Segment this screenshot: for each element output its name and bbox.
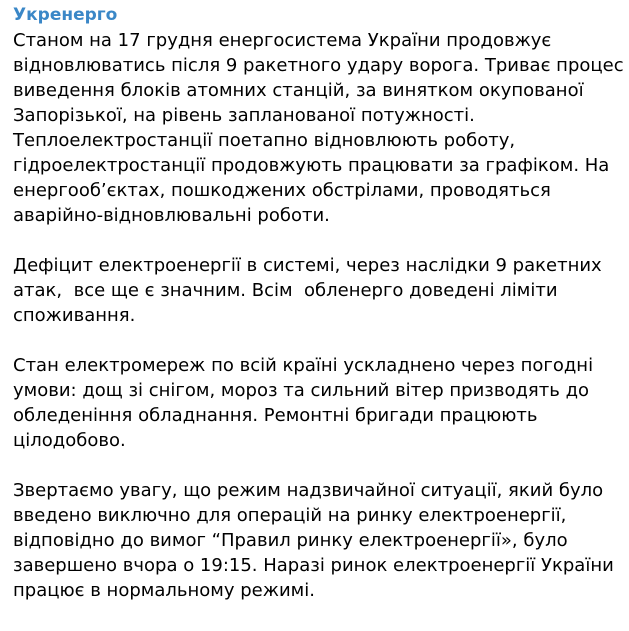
channel-message [13,4,625,603]
message-text-line: умови: дощ зі снігом, мороз та сильний вітер призводять до [13,380,590,401]
message-text-line: атак, все ще є значним. Всім обленерго доведені ліміти [13,280,558,301]
message-text-line: Запорізької, на рівень запланованої потужності. [13,105,475,126]
message-text-line: Теплоелектростанції поетапно відновлюють роботу, [13,130,516,151]
channel-name-link[interactable]: Укренерго [13,5,118,25]
message-paragraph-status [13,28,625,228]
message-text-line: обледеніння обладнання. Ремонтні бригади працюють [13,405,538,426]
paragraph-spacer [13,228,625,253]
paragraph-spacer [13,453,625,478]
message-text-line: відповідно до вимог “Правил ринку електроенергії», було [13,530,568,551]
paragraph-spacer [13,328,625,353]
message-text-line: виведення блоків атомних станцій, за винятком окупованої [13,80,584,101]
message-paragraph-deficit [13,253,625,328]
message-paragraph-market [13,478,625,603]
message-paragraph-grid [13,353,625,453]
message-text-line: Станом на 17 грудня енергосистема України продовжує [13,30,552,51]
message-text-line: Стан електромереж по всій країні ускладнено через погодні [13,355,594,376]
message-text-line: споживання. [13,305,136,326]
message-text-line: відновлюватись після 9 ракетного удару ворога. Триває процес [13,55,624,76]
message-text-line: енергооб’єктах, пошкоджених обстрілами, проводяться [13,180,551,201]
message-text-line: аварійно-відновлювальні роботи. [13,205,330,226]
message-text-line: цілодобово. [13,430,126,451]
message-text-line: гідроелектростанції продовжують працювати за графіком. На [13,155,610,176]
message-text-line: завершено вчора о 19:15. Наразі ринок електроенергії України [13,555,614,576]
message-text-line: Дефіцит електроенергії в системі, через наслідки 9 ракетних [13,255,602,276]
message-text-line: працює в нормальному режимі. [13,580,315,601]
message-text-line: введено виключно для операцій на ринку електроенергії, [13,505,567,526]
message-text-line: Звертаємо увагу, що режим надзвичайної ситуації, який було [13,480,604,501]
